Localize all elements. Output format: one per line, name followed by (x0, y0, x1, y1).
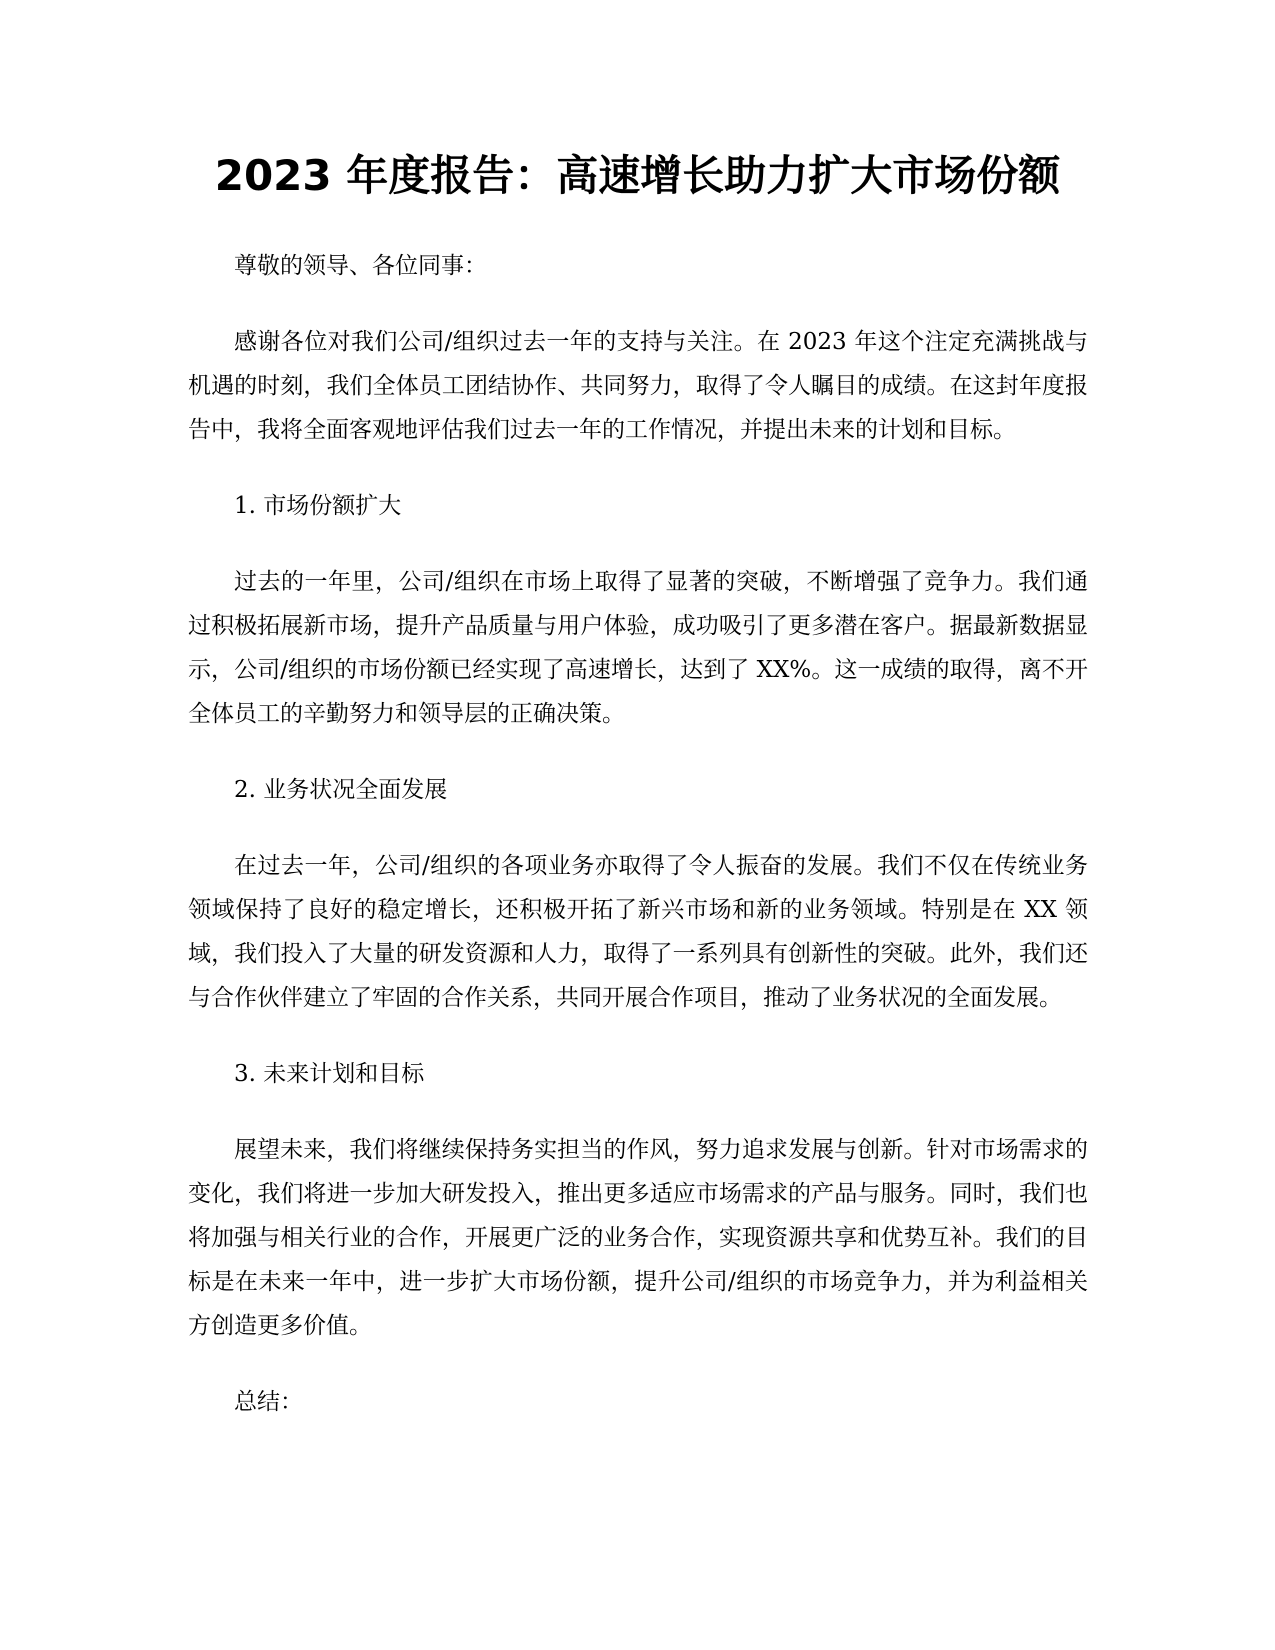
business-paragraph: 在过去一年，公司/组织的各项业务亦取得了令人振奋的发展。我们不仅在传统业务领域保持了良好的稳定增长，还积极开拓了新兴市场和新的业务领域。特别是在 XX 领域，我们投入了大量的研发资源和人力，取得了一系列具有创新性的突破。此外，我们还与合作伙伴建立了牢固的合作关系，共同开展合作项目，推动了业务状况的全面发展。 (188, 853, 1088, 1011)
document-body (188, 244, 1088, 1456)
document-title: 2023 年度报告：高速增长助力扩大市场份额 (214, 151, 1061, 200)
section-heading-market-share: 1. 市场份额扩大 (234, 493, 402, 519)
section-heading-business: 2. 业务状况全面发展 (234, 777, 448, 803)
summary-heading: 总结： (234, 1389, 303, 1415)
section-heading-future-plans: 3. 未来计划和目标 (234, 1061, 425, 1087)
intro-paragraph: 感谢各位对我们公司/组织过去一年的支持与关注。在 2023 年这个注定充满挑战与机遇的时刻，我们全体员工团结协作、共同努力，取得了令人瞩目的成绩。在这封年度报告中，我将全面客观地评估我们过去一年的工作情况，并提出未来的计划和目标。 (188, 329, 1088, 443)
market-share-paragraph: 过去的一年里，公司/组织在市场上取得了显著的突破，不断增强了竞争力。我们通过积极拓展新市场，提升产品质量与用户体验，成功吸引了更多潜在客户。据最新数据显示，公司/组织的市场份额已经实现了高速增长，达到了 XX%。这一成绩的取得，离不开全体员工的辛勤努力和领导层的正确决策。 (188, 569, 1088, 727)
salutation: 尊敬的领导、各位同事： (234, 253, 487, 279)
future-plans-paragraph: 展望未来，我们将继续保持务实担当的作风，努力追求发展与创新。针对市场需求的变化，我们将进一步加大研发投入，推出更多适应市场需求的产品与服务。同时，我们也将加强与相关行业的合作，开展更广泛的业务合作，实现资源共享和优势互补。我们的目标是在未来一年中，进一步扩大市场份额，提升公司/组织的市场竞争力，并为利益相关方创造更多价值。 (188, 1137, 1088, 1339)
